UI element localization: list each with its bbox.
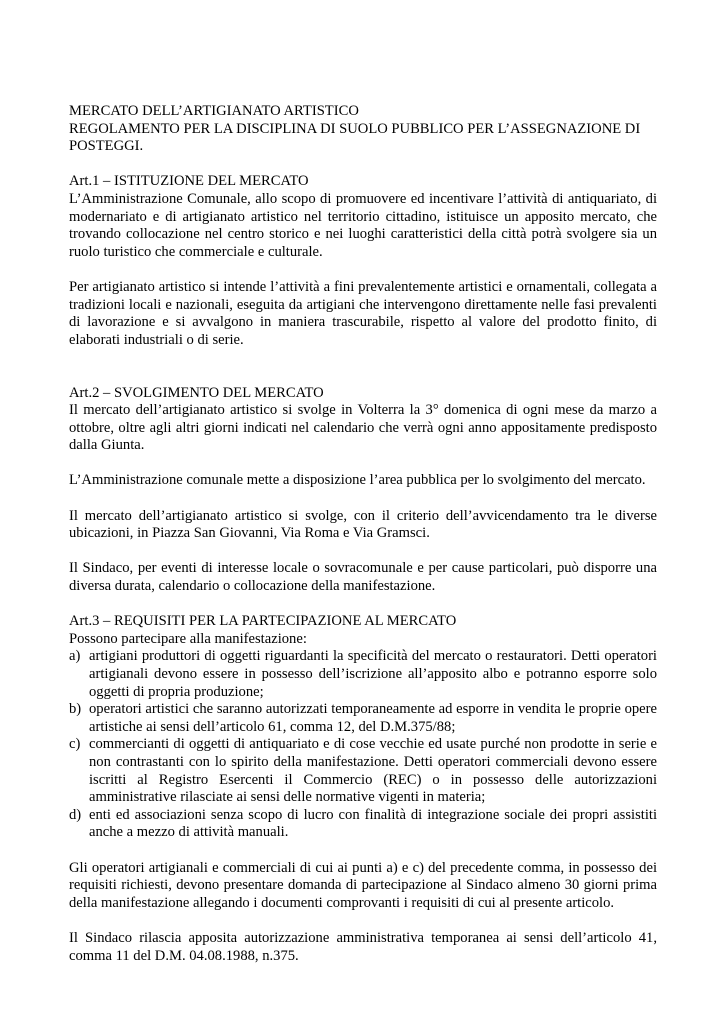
list-item-text: operatori artistici che saranno autorizzati temporaneamente ad esporre in vendita le proprie opere artistiche ai sensi dell’articolo 61, comma 12, del D.M.375/88; bbox=[89, 701, 657, 735]
document-subtitle: REGOLAMENTO PER LA DISCIPLINA DI SUOLO PUBBLICO PER L’ASSEGNAZIONE DI POSTEGGI. bbox=[69, 120, 641, 155]
list-item-text: commercianti di oggetti di antiquariato e di cose vecchie ed usate purché non prodotte in serie e non contrastanti con lo spirito della manifestazione. Detti operatori commerciali devono essere iscritti al Registro Esercenti il Commercio (REC) o in possesso delle autorizzazioni amministrative rilasciate ai sensi delle normative vigenti in materia; bbox=[89, 736, 657, 806]
article-2-paragraph-2: L’Amministrazione comunale mette a disposizione l’area pubblica per lo svolgimento del mercato. bbox=[69, 472, 646, 489]
list-item bbox=[69, 648, 657, 701]
article-2-paragraph-3: Il mercato dell’artigianato artistico si svolge, con il criterio dell’avvicendamento tra le diverse ubicazioni, in Piazza San Giovanni, Via Roma e Via Gramsci. bbox=[69, 507, 657, 542]
article-3-intro: Possono partecipare alla manifestazione: bbox=[69, 630, 307, 647]
list-marker: c) bbox=[69, 736, 81, 753]
article-3 bbox=[69, 613, 657, 965]
article-1-paragraph-1: L’Amministrazione Comunale, allo scopo di promuovere ed incentivare l’attività di antiquariato, di modernariato e di artigianato artistico nel territorio cittadino, istituisce un apposito mercato, che trovando collocazione nel centro storico e nei luoghi caratteristici della città potrà svolgere sia un ruolo turistico che commerciale e culturale. bbox=[69, 190, 657, 260]
article-1-paragraph-2: Per artigianato artistico si intende l’attività a fini prevalentemente artistici e ornamentali, collegata a tradizioni locali e nazionali, eseguita da artigiani che intervengono direttamente nelle fasi prevalenti di lavorazione e si avvalgono in maniera trascurabile, rispetto al valore del prodotto finito, di elaborati industriali o di serie. bbox=[69, 278, 657, 348]
article-3-paragraph-2: Gli operatori artigianali e commerciali di cui ai punti a) e c) del precedente comma, in possesso dei requisiti richiesti, devono presentare domanda di partecipazione al Sindaco almeno 30 giorni prima della manifestazione allegando i documenti comprovanti i requisiti di cui al presente articolo. bbox=[69, 859, 657, 911]
article-1-heading: Art.1 – ISTITUZIONE DEL MERCATO bbox=[69, 173, 309, 190]
list-item bbox=[69, 807, 657, 842]
requirements-list bbox=[69, 648, 657, 842]
list-item bbox=[69, 736, 657, 806]
list-marker: d) bbox=[69, 806, 82, 823]
list-item-text: artigiani produttori di oggetti riguardanti la specificità del mercato o restauratori. Detti operatori artigianali devono essere in possesso dell’iscrizione all’apposito albo e potranno esporre solo oggetti di propria produzione; bbox=[89, 648, 657, 700]
article-2-heading: Art.2 – SVOLGIMENTO DEL MERCATO bbox=[69, 384, 324, 401]
article-1 bbox=[69, 173, 657, 349]
article-2-paragraph-1: Il mercato dell’artigianato artistico si svolge in Volterra la 3° domenica di ogni mese da marzo a ottobre, oltre agli altri giorni indicati nel calendario che verrà ogni anno appositamente predisposto dalla Giunta. bbox=[69, 402, 657, 454]
article-3-heading: Art.3 – REQUISITI PER LA PARTECIPAZIONE AL MERCATO bbox=[69, 613, 457, 630]
list-marker: a) bbox=[69, 648, 81, 665]
document-title: MERCATO DELL’ARTIGIANATO ARTISTICO bbox=[69, 103, 359, 119]
article-2-paragraph-4: Il Sindaco, per eventi di interesse locale o sovracomunale e per cause particolari, può disporre una diversa durata, calendario o collocazione della manifestazione. bbox=[69, 560, 657, 595]
list-item bbox=[69, 701, 657, 736]
document-page bbox=[69, 103, 657, 965]
list-item-text: enti ed associazioni senza scopo di lucro con finalità di integrazione sociale dei propri assistiti anche a mezzo di attività manuali. bbox=[89, 806, 657, 841]
article-2 bbox=[69, 385, 657, 596]
article-3-paragraph-3: Il Sindaco rilascia apposita autorizzazione amministrativa temporanea ai sensi dell’articolo 41, comma 11 del D.M. 04.08.1988, n.375. bbox=[69, 929, 657, 964]
list-marker: b) bbox=[69, 701, 82, 718]
